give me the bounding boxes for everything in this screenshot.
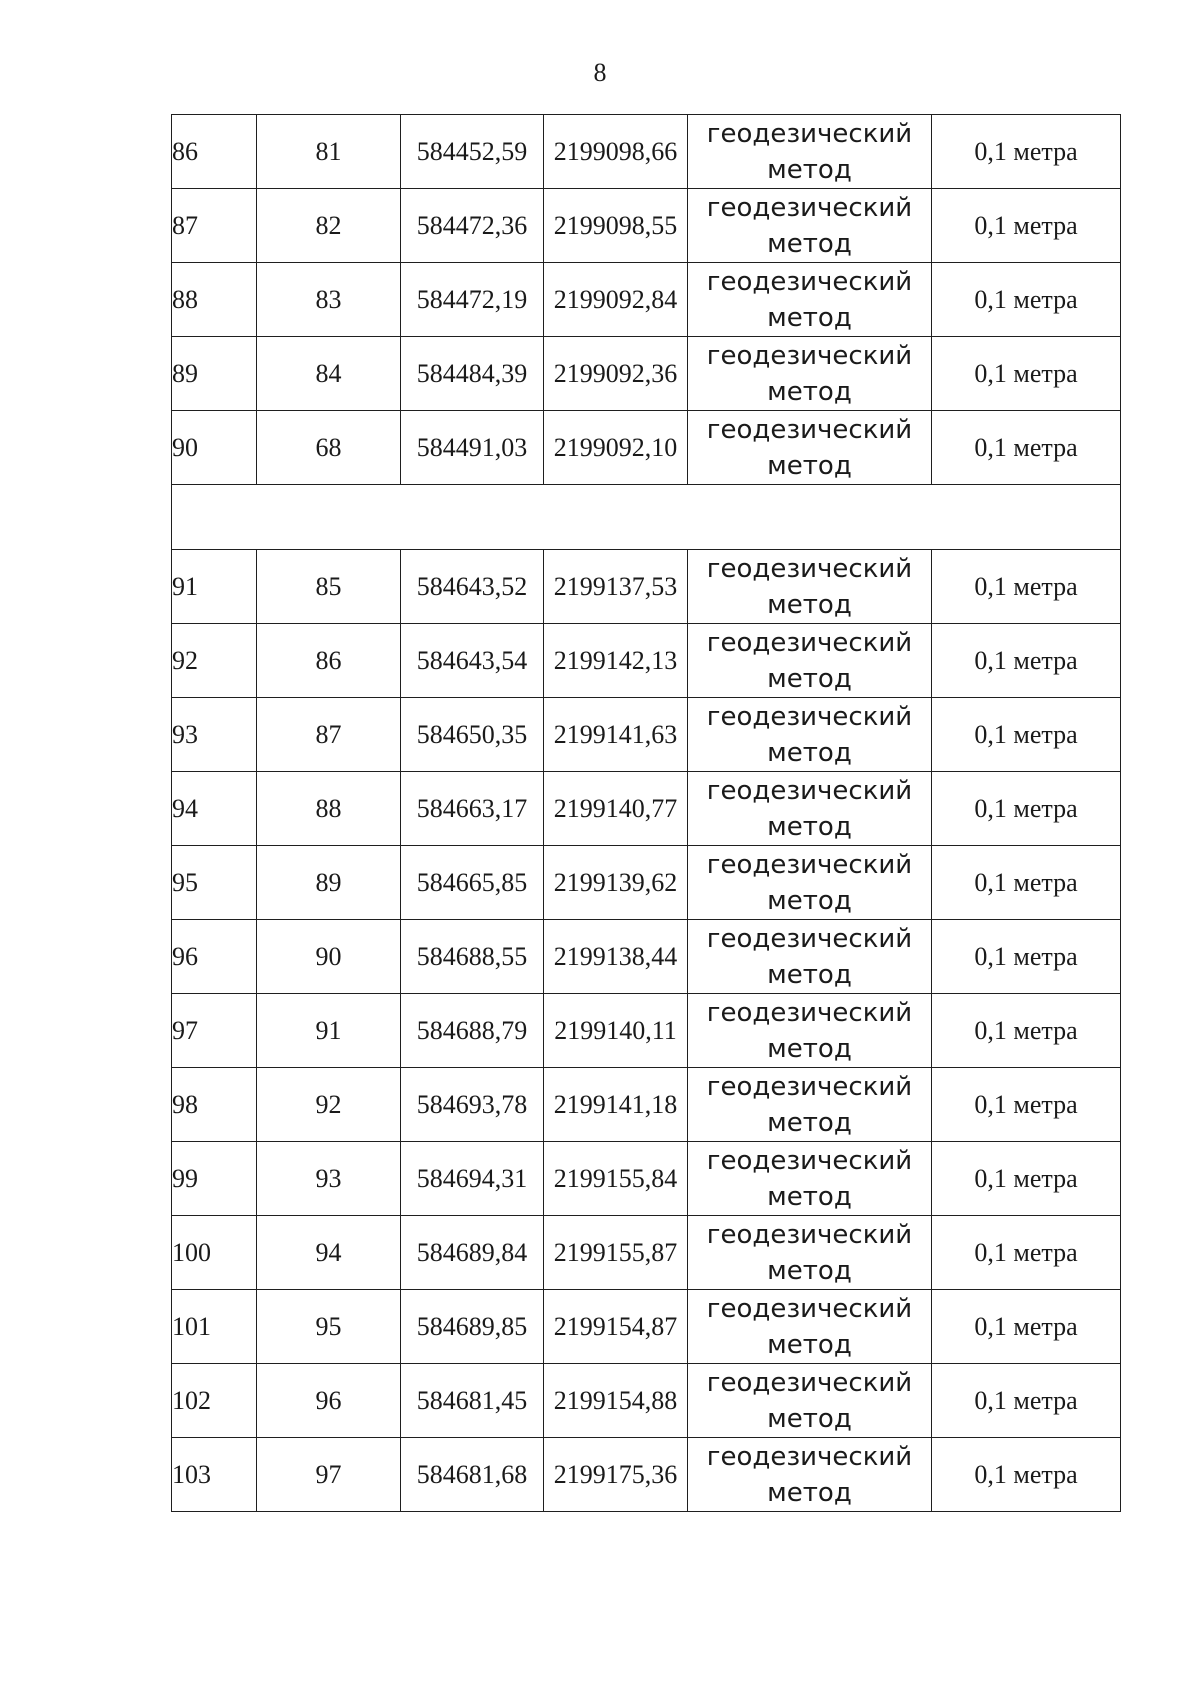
method-line-2: метод — [767, 154, 852, 185]
row-number-cell: 99 — [172, 1142, 257, 1216]
x-coordinate-cell: 584693,78 — [401, 1068, 544, 1142]
row-number-cell: 102 — [172, 1364, 257, 1438]
table-row — [172, 624, 1121, 698]
y-coordinate-cell: 2199154,87 — [544, 1290, 688, 1364]
x-coordinate-cell: 584663,17 — [401, 772, 544, 846]
method-line-1: геодезический — [706, 1219, 913, 1250]
y-coordinate-cell: 2199139,62 — [544, 846, 688, 920]
method-line-1: геодезический — [706, 1145, 913, 1176]
method-cell — [688, 772, 932, 846]
row-number-cell: 94 — [172, 772, 257, 846]
method-line-2: метод — [767, 1403, 852, 1434]
method-line-2: метод — [767, 376, 852, 407]
method-cell — [688, 550, 932, 624]
row-number-cell: 88 — [172, 263, 257, 337]
row-number-cell: 91 — [172, 550, 257, 624]
point-number-cell: 97 — [257, 1438, 401, 1512]
method-line-1: геодезический — [706, 923, 913, 954]
point-number-cell: 93 — [257, 1142, 401, 1216]
method-cell — [688, 1290, 932, 1364]
method-cell — [688, 263, 932, 337]
y-coordinate-cell: 2199092,36 — [544, 337, 688, 411]
method-cell — [688, 1216, 932, 1290]
method-line-1: геодезический — [706, 340, 913, 371]
method-line-1: геодезический — [706, 1441, 913, 1472]
table-row — [172, 1290, 1121, 1364]
accuracy-cell: 0,1 метра — [932, 624, 1121, 698]
table-row — [172, 189, 1121, 263]
x-coordinate-cell: 584472,19 — [401, 263, 544, 337]
accuracy-cell: 0,1 метра — [932, 846, 1121, 920]
y-coordinate-cell: 2199092,10 — [544, 411, 688, 485]
method-line-2: метод — [767, 811, 852, 842]
accuracy-cell: 0,1 метра — [932, 1438, 1121, 1512]
x-coordinate-cell: 584650,35 — [401, 698, 544, 772]
method-line-1: геодезический — [706, 553, 913, 584]
method-line-2: метод — [767, 663, 852, 694]
x-coordinate-cell: 584694,31 — [401, 1142, 544, 1216]
table-row — [172, 337, 1121, 411]
accuracy-cell: 0,1 метра — [932, 337, 1121, 411]
x-coordinate-cell: 584681,68 — [401, 1438, 544, 1512]
table-row — [172, 846, 1121, 920]
method-line-1: геодезический — [706, 775, 913, 806]
row-number-cell: 95 — [172, 846, 257, 920]
point-number-cell: 91 — [257, 994, 401, 1068]
method-line-2: метод — [767, 1477, 852, 1508]
method-line-1: геодезический — [706, 414, 913, 445]
x-coordinate-cell: 584688,79 — [401, 994, 544, 1068]
row-number-cell: 87 — [172, 189, 257, 263]
accuracy-cell: 0,1 метра — [932, 189, 1121, 263]
y-coordinate-cell: 2199141,63 — [544, 698, 688, 772]
point-number-cell: 86 — [257, 624, 401, 698]
point-number-cell: 96 — [257, 1364, 401, 1438]
accuracy-cell: 0,1 метра — [932, 115, 1121, 189]
separator-row — [172, 485, 1121, 550]
y-coordinate-cell: 2199138,44 — [544, 920, 688, 994]
accuracy-cell: 0,1 метра — [932, 263, 1121, 337]
method-line-1: геодезический — [706, 997, 913, 1028]
y-coordinate-cell: 2199137,53 — [544, 550, 688, 624]
accuracy-cell: 0,1 метра — [932, 1068, 1121, 1142]
row-number-cell: 98 — [172, 1068, 257, 1142]
method-line-2: метод — [767, 1107, 852, 1138]
method-cell — [688, 411, 932, 485]
y-coordinate-cell: 2199140,11 — [544, 994, 688, 1068]
accuracy-cell: 0,1 метра — [932, 1142, 1121, 1216]
y-coordinate-cell: 2199098,66 — [544, 115, 688, 189]
method-line-2: метод — [767, 737, 852, 768]
method-line-2: метод — [767, 959, 852, 990]
separator-section — [172, 485, 1121, 550]
row-number-cell: 100 — [172, 1216, 257, 1290]
method-line-1: геодезический — [706, 701, 913, 732]
method-line-2: метод — [767, 589, 852, 620]
point-number-cell: 68 — [257, 411, 401, 485]
accuracy-cell: 0,1 метра — [932, 698, 1121, 772]
point-number-cell: 87 — [257, 698, 401, 772]
method-line-2: метод — [767, 228, 852, 259]
method-line-2: метод — [767, 885, 852, 916]
x-coordinate-cell: 584452,59 — [401, 115, 544, 189]
method-cell — [688, 698, 932, 772]
point-number-cell: 89 — [257, 846, 401, 920]
y-coordinate-cell: 2199175,36 — [544, 1438, 688, 1512]
point-number-cell: 84 — [257, 337, 401, 411]
y-coordinate-cell: 2199141,18 — [544, 1068, 688, 1142]
x-coordinate-cell: 584643,52 — [401, 550, 544, 624]
method-line-2: метод — [767, 450, 852, 481]
method-line-1: геодезический — [706, 1293, 913, 1324]
x-coordinate-cell: 584484,39 — [401, 337, 544, 411]
method-line-2: метод — [767, 1329, 852, 1360]
table-row — [172, 994, 1121, 1068]
point-number-cell: 83 — [257, 263, 401, 337]
method-line-1: геодезический — [706, 1071, 913, 1102]
row-number-cell: 103 — [172, 1438, 257, 1512]
point-number-cell: 94 — [257, 1216, 401, 1290]
accuracy-cell: 0,1 метра — [932, 550, 1121, 624]
point-number-cell: 82 — [257, 189, 401, 263]
table-row — [172, 411, 1121, 485]
point-number-cell: 85 — [257, 550, 401, 624]
table-row — [172, 263, 1121, 337]
method-line-2: метод — [767, 1033, 852, 1064]
accuracy-cell: 0,1 метра — [932, 411, 1121, 485]
accuracy-cell: 0,1 метра — [932, 1216, 1121, 1290]
method-cell — [688, 1068, 932, 1142]
method-cell — [688, 1142, 932, 1216]
table-row — [172, 115, 1121, 189]
method-cell — [688, 1364, 932, 1438]
method-line-1: геодезический — [706, 266, 913, 297]
point-number-cell: 88 — [257, 772, 401, 846]
x-coordinate-cell: 584681,45 — [401, 1364, 544, 1438]
x-coordinate-cell: 584689,84 — [401, 1216, 544, 1290]
method-line-2: метод — [767, 1255, 852, 1286]
point-number-cell: 90 — [257, 920, 401, 994]
accuracy-cell: 0,1 метра — [932, 1364, 1121, 1438]
table-row — [172, 1068, 1121, 1142]
y-coordinate-cell: 2199140,77 — [544, 772, 688, 846]
y-coordinate-cell: 2199155,84 — [544, 1142, 688, 1216]
method-cell — [688, 337, 932, 411]
row-number-cell: 93 — [172, 698, 257, 772]
row-number-cell: 86 — [172, 115, 257, 189]
method-cell — [688, 189, 932, 263]
accuracy-cell: 0,1 метра — [932, 772, 1121, 846]
row-number-cell: 89 — [172, 337, 257, 411]
method-cell — [688, 994, 932, 1068]
method-cell — [688, 1438, 932, 1512]
row-number-cell: 101 — [172, 1290, 257, 1364]
coordinates-table — [171, 114, 1121, 1512]
method-line-1: геодезический — [706, 627, 913, 658]
y-coordinate-cell: 2199098,55 — [544, 189, 688, 263]
x-coordinate-cell: 584643,54 — [401, 624, 544, 698]
point-number-cell: 95 — [257, 1290, 401, 1364]
accuracy-cell: 0,1 метра — [932, 920, 1121, 994]
method-line-1: геодезический — [706, 849, 913, 880]
x-coordinate-cell: 584689,85 — [401, 1290, 544, 1364]
accuracy-cell: 0,1 метра — [932, 994, 1121, 1068]
point-number-cell: 81 — [257, 115, 401, 189]
method-line-2: метод — [767, 302, 852, 333]
page-number: 8 — [593, 58, 607, 87]
method-cell — [688, 920, 932, 994]
row-number-cell: 97 — [172, 994, 257, 1068]
accuracy-cell: 0,1 метра — [932, 1290, 1121, 1364]
method-cell — [688, 624, 932, 698]
method-line-2: метод — [767, 1181, 852, 1212]
row-number-cell: 92 — [172, 624, 257, 698]
y-coordinate-cell: 2199092,84 — [544, 263, 688, 337]
table-row — [172, 698, 1121, 772]
table-row — [172, 1438, 1121, 1512]
method-line-1: геодезический — [706, 192, 913, 223]
y-coordinate-cell: 2199154,88 — [544, 1364, 688, 1438]
separator-cell — [172, 485, 1121, 550]
method-line-1: геодезический — [706, 118, 913, 149]
y-coordinate-cell: 2199142,13 — [544, 624, 688, 698]
table-body-part-2 — [172, 550, 1121, 1512]
y-coordinate-cell: 2199155,87 — [544, 1216, 688, 1290]
table-row — [172, 1216, 1121, 1290]
point-number-cell: 92 — [257, 1068, 401, 1142]
row-number-cell: 90 — [172, 411, 257, 485]
x-coordinate-cell: 584665,85 — [401, 846, 544, 920]
table-row — [172, 772, 1121, 846]
table-row — [172, 1364, 1121, 1438]
table-row — [172, 920, 1121, 994]
x-coordinate-cell: 584472,36 — [401, 189, 544, 263]
table-row — [172, 550, 1121, 624]
method-cell — [688, 115, 932, 189]
row-number-cell: 96 — [172, 920, 257, 994]
table-body-part-1 — [172, 115, 1121, 485]
table-row — [172, 1142, 1121, 1216]
method-cell — [688, 846, 932, 920]
x-coordinate-cell: 584491,03 — [401, 411, 544, 485]
x-coordinate-cell: 584688,55 — [401, 920, 544, 994]
method-line-1: геодезический — [706, 1367, 913, 1398]
